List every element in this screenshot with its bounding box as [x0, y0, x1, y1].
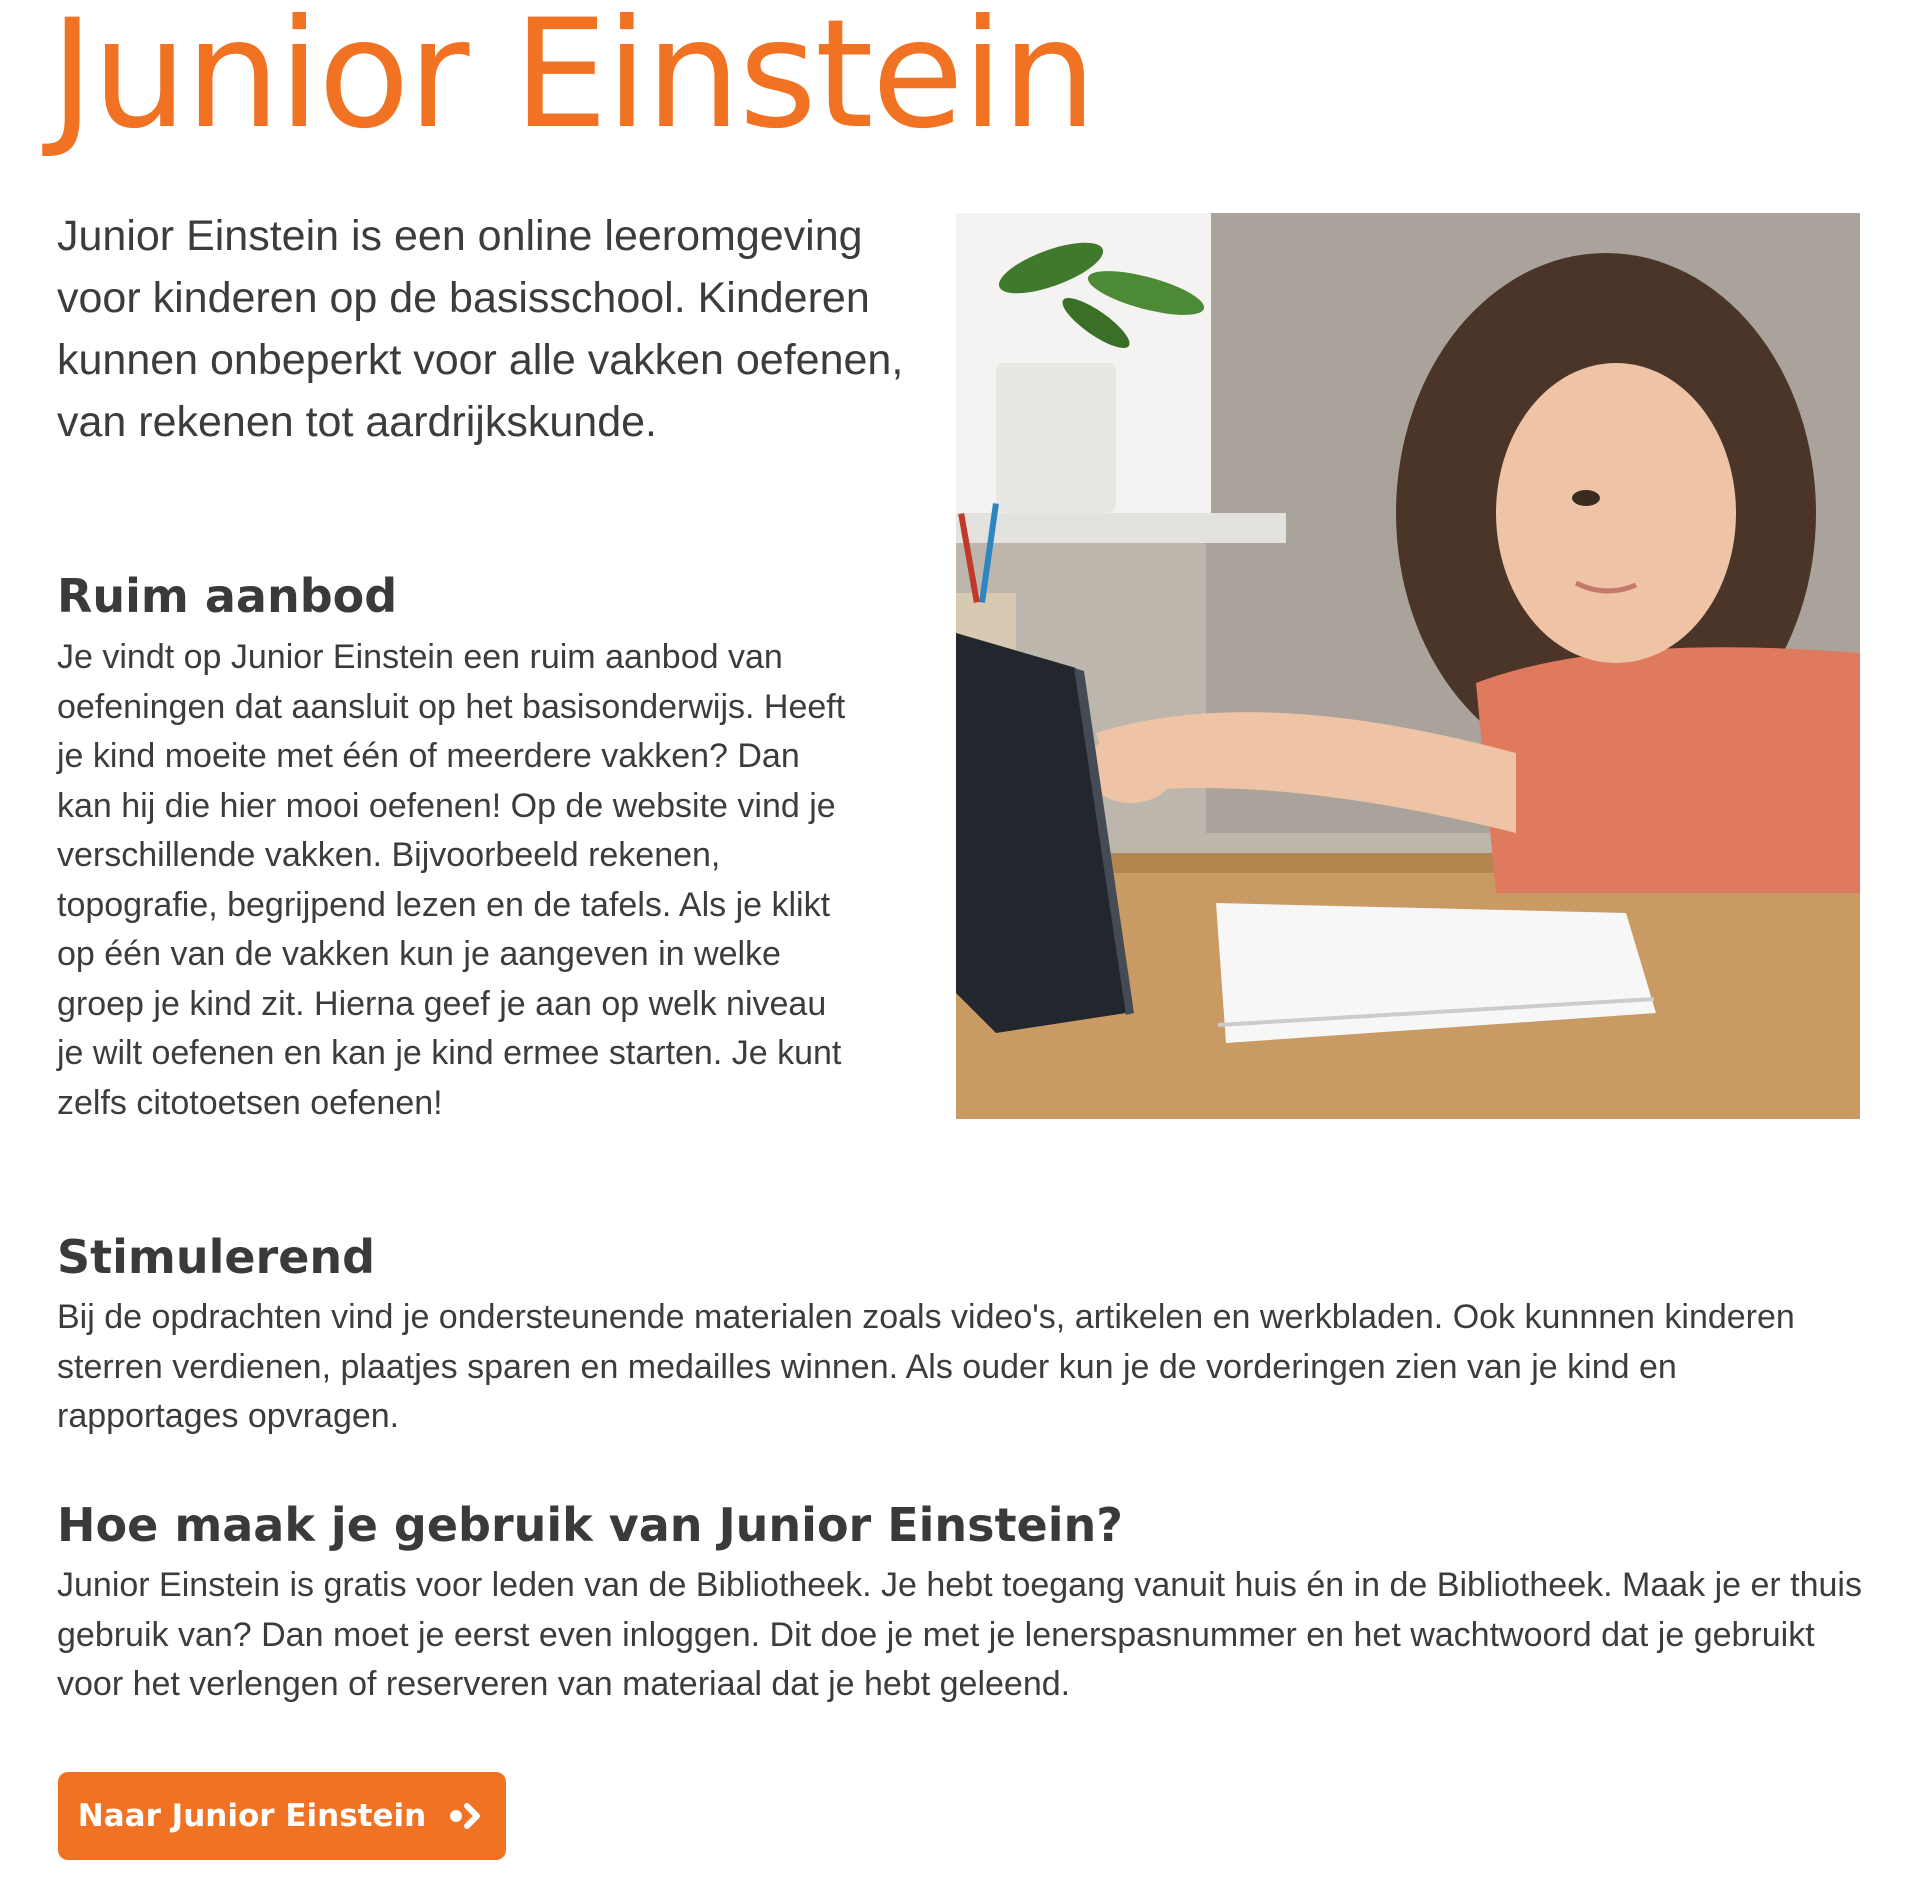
section-heading-hoe-gebruik: Hoe maak je gebruik van Junior Einstein?	[57, 1498, 1123, 1552]
section-body-ruim-aanbod: Je vindt op Junior Einstein een ruim aanbod van oefeningen dat aansluit op het basisonderwijs. Heeft je kind moeite met één of meerdere vakken? Dan kan hij die hier mooi oefenen! Op de website vind je verschillende vakken. Bijvoorbeeld rekenen, topografie, begrijpend lezen en de tafels. Als je klikt op één van de vakken kun je aangeven in welke groep je kind zit. Hierna geef je aan op welk niveau je wilt oefenen en kan je kind ermee starten. Je kunt zelfs citotoetsen oefenen!	[57, 638, 846, 1122]
cta-label: Naar Junior Einstein	[77, 1798, 427, 1834]
page-title: Junior Einstein	[50, 0, 1095, 162]
section-heading-stimulerend: Stimulerend	[57, 1230, 376, 1284]
intro-text: Junior Einstein is een online leeromgeving voor kinderen op de basisschool. Kinderen kunnen onbeperkt voor alle vakken oefenen, van rekenen tot aardrijkskunde.	[57, 212, 904, 446]
section-body-hoe-gebruik: Junior Einstein is gratis voor leden van de Bibliotheek. Je hebt toegang vanuit huis én in de Bibliotheek. Maak je er thuis gebruik van? Dan moet je eerst even inloggen. Dit doe je met je lenerspasnummer en het wachtwoord dat je gebruikt voor het verlengen of reserveren van materiaal dat je hebt geleend.	[57, 1566, 1862, 1703]
arrow-right-circle-icon	[448, 1801, 486, 1831]
section-heading-ruim-aanbod: Ruim aanbod	[57, 569, 398, 623]
hero-photo	[956, 213, 1860, 1119]
section-body-stimulerend: Bij de opdrachten vind je ondersteunende materialen zoals video's, artikelen en werkbladen. Ook kunnnen kinderen sterren verdienen, plaatjes sparen en medailles winnen. Als ouder kun je de vorderingen zien van je kind en rapportages opvragen.	[57, 1298, 1795, 1435]
naar-junior-einstein-button[interactable]	[58, 1772, 506, 1860]
